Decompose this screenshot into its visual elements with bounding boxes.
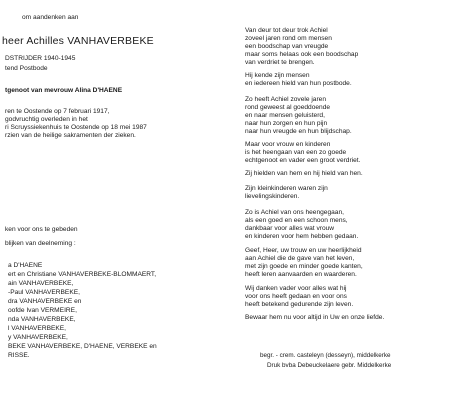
poem-line: Zij hielden van hem en hij hield van hen. xyxy=(245,170,363,177)
poem-line: heeft betekend gedurende zijn leven. xyxy=(245,301,354,308)
family-member: a D'HAENE xyxy=(8,262,43,269)
poem-line: met zijn goede en minder goede kanten, xyxy=(245,263,363,270)
bio-line: ren te Oostende op 7 februari 1917, xyxy=(5,108,110,115)
bio-line: ri Scruyssiekenhuis te Oostende op 18 mei 1987 xyxy=(5,124,147,131)
poem-line: Zijn kleinkinderen waren zijn xyxy=(245,185,328,192)
poem-line: Van deur tot deur trok Achiel xyxy=(245,27,328,34)
poem-line: maar soms helaas ook een boodschap xyxy=(245,51,359,58)
family-member: nda VANHAVERBEKE, xyxy=(8,316,76,323)
poem-line: echtgenoot en vader een groot verdriet. xyxy=(245,157,361,164)
bio-line: godvruchtig overleden in het xyxy=(5,116,88,123)
poem-line: een boodschap van vreugde xyxy=(245,43,329,50)
poem-line: aan Achiel die de gave van het leven, xyxy=(245,255,355,262)
poem-stanza xyxy=(245,185,450,201)
poem-line: en kinderen voor hem hebben gedaan. xyxy=(245,233,359,240)
family-member: l VANHAVERBEKE, xyxy=(8,325,67,332)
mourning-text: blijken van deelneming : xyxy=(5,240,76,247)
role-postman: tend Postbode xyxy=(5,65,48,72)
role-veteran: DSTRIJDER 1940-1945 xyxy=(5,55,76,62)
printer-credit: Druk bvba Debeuckelaere gebr. Middelkerke xyxy=(267,362,392,369)
bio-line: rzien van de heilige sakramenten der zieken. xyxy=(5,132,136,139)
family-member: y VANHAVERBEKE, xyxy=(8,334,68,341)
poem-stanza xyxy=(245,314,450,322)
poem-stanza xyxy=(245,285,450,309)
poem-stanza xyxy=(245,27,450,67)
poem-line: voor ons heeft gedaan en voor ons xyxy=(245,293,347,300)
poem-line: naar hun zorgen en hun pijn xyxy=(245,120,328,127)
family-member: oofde Ivan VERMEIRE, xyxy=(8,307,77,314)
poem-line: Maar voor vrouw en kinderen xyxy=(245,141,331,148)
undertaker-credit: begr. - crem. casteleyn (desseyn), middelkerke xyxy=(260,352,391,359)
poem-line: Wij danken vader voor alles wat hij xyxy=(245,285,347,292)
poem-line: rond geweest al goeddoende xyxy=(245,104,331,111)
family-member: ert en Christiane VANHAVERBEKE-BLOMMAERT, xyxy=(8,271,157,278)
poem-line: van verdriet te brengen. xyxy=(245,59,315,66)
poem-line: en naar mensen geluisterd, xyxy=(245,112,325,119)
right-panel xyxy=(245,0,450,400)
family-member: BEKE VANHAVERBEKE, D'HAENE, VERBEKE en xyxy=(8,343,157,350)
poem-line: lievelingskinderen. xyxy=(245,193,300,200)
poem-line: zoveel jaren rond om mensen xyxy=(245,35,332,42)
poem-stanza xyxy=(245,247,450,279)
poem-line: dankbaar voor alles wat vrouw xyxy=(245,225,335,232)
poem-line: en iedereen hield van hun postbode. xyxy=(245,80,352,87)
family-member: RISSE. xyxy=(8,352,30,359)
intro-text: om aandenken aan xyxy=(22,14,79,21)
poem-line: Geef, Heer, uw trouw en uw heerlijkheid xyxy=(245,247,362,254)
poem-line: Bewaar hem nu voor altijd in Uw en onze liefde. xyxy=(245,314,385,321)
poem-stanza xyxy=(245,209,450,241)
poem-stanza xyxy=(245,170,450,178)
family-member: -Paul VANHAVERBEKE, xyxy=(8,289,80,296)
deceased-name: heer Achilles VANHAVERBEKE xyxy=(2,35,154,47)
poem-line: is het heengaan van een zo goede xyxy=(245,149,347,156)
family-member: dra VANHAVERBEKE en xyxy=(8,298,82,305)
poem-line: als een goed en een schoon mens, xyxy=(245,217,348,224)
poem-line: Zo is Achiel van ons heengegaan, xyxy=(245,209,344,216)
poem-stanza xyxy=(245,72,450,88)
prayer-request: ken voor ons te gebeden xyxy=(5,226,78,233)
poem-line: naar hun vreugde en hun blijdschap. xyxy=(245,128,352,135)
poem-line: Zo heeft Achiel zovele jaren xyxy=(245,96,327,103)
poem-line: Hij kende zijn mensen xyxy=(245,72,310,79)
poem-stanza xyxy=(245,96,450,136)
left-panel xyxy=(0,0,222,400)
poem-stanza xyxy=(245,141,450,165)
family-member: ain VANHAVERBEKE, xyxy=(8,280,74,287)
spouse-line: tgenoot van mevrouw Alina D'HAENE xyxy=(5,87,123,94)
poem-line: heeft leren aanvaarden en waarderen. xyxy=(245,271,357,278)
